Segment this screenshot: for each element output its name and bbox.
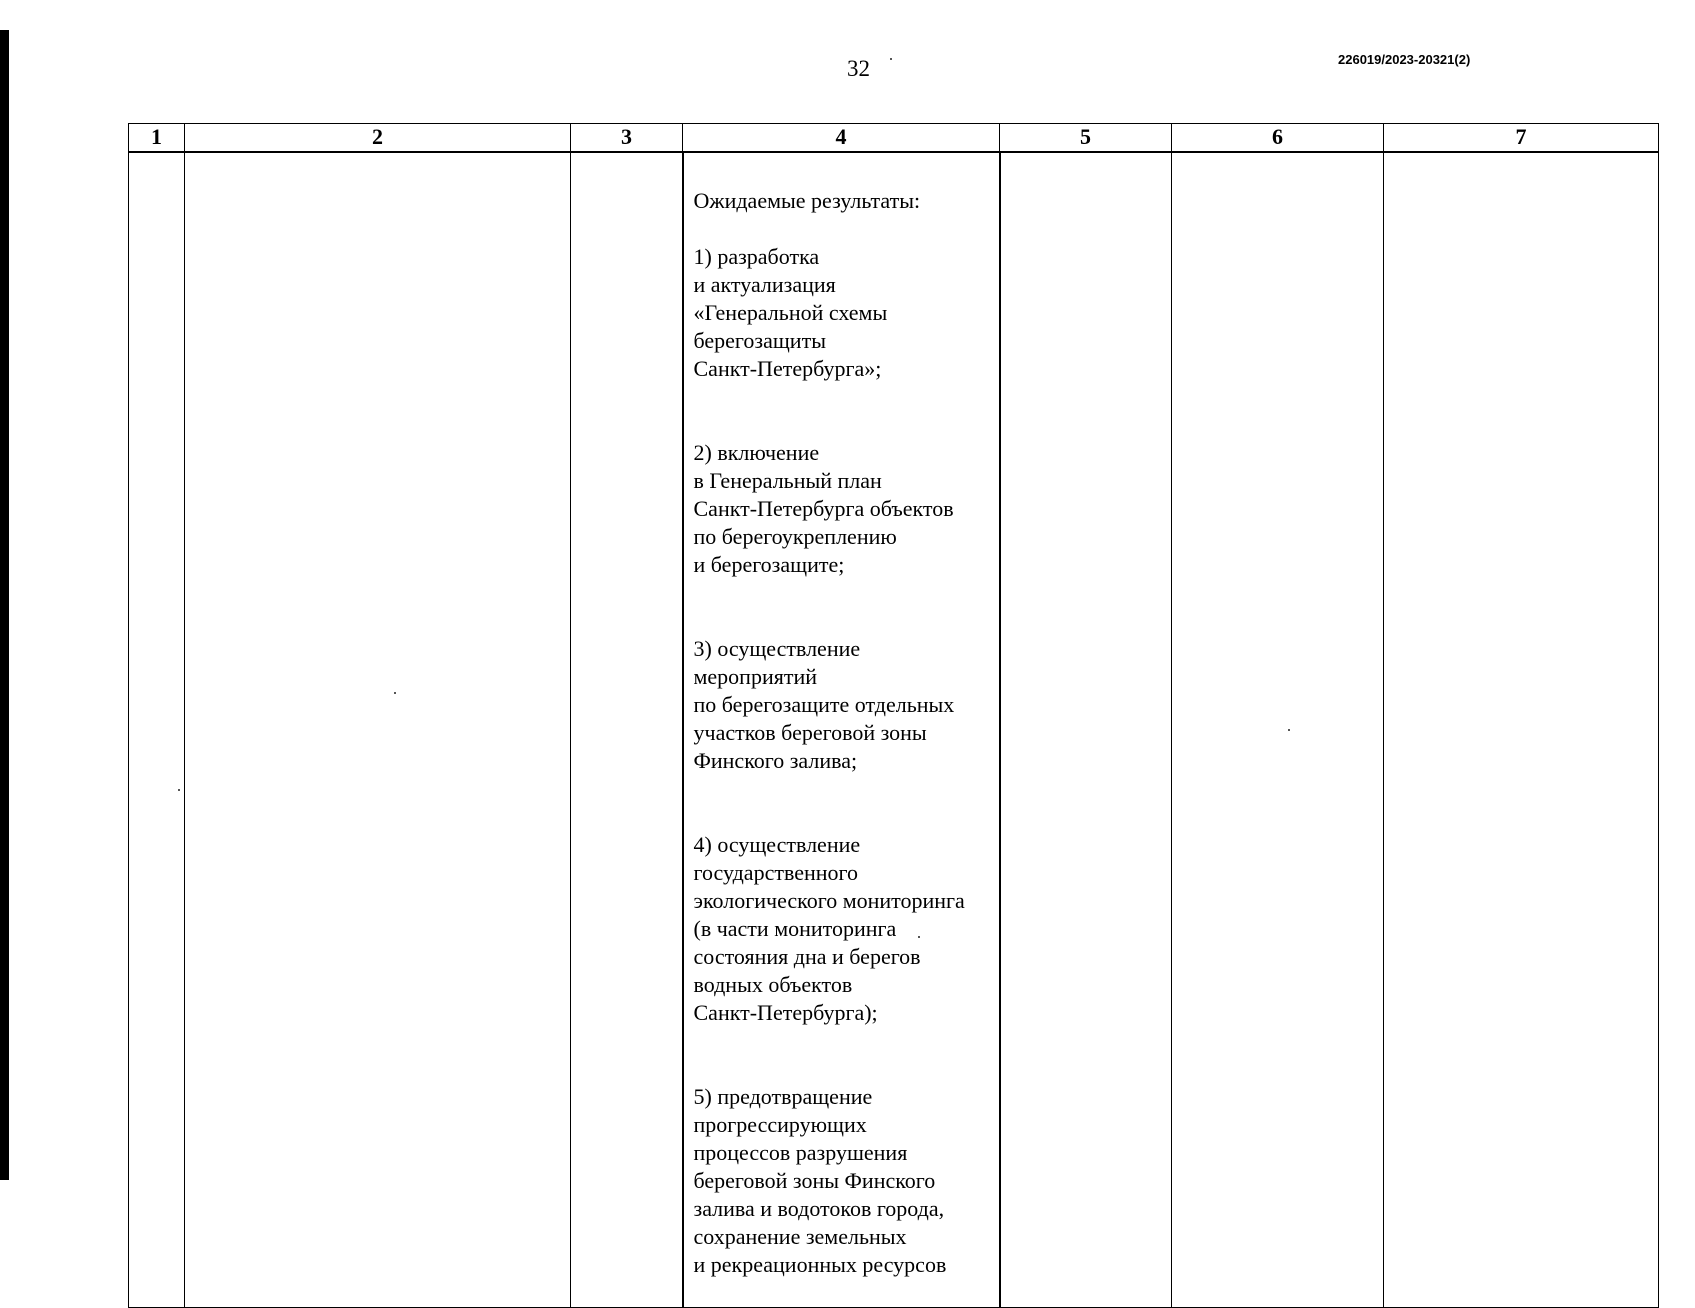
column-header-7: 7	[1384, 124, 1659, 153]
scan-binding-edge	[0, 30, 9, 1180]
table-header-row	[129, 124, 1659, 153]
expected-result-item-4: 4) осуществление государственного экологического мониторинга (в части мониторинга состояния дна и берегов водных объектов Санкт-Петербурга);	[693, 832, 965, 1025]
document-code: 226019/2023-20321(2)	[1338, 52, 1471, 67]
cell-col-2	[185, 152, 571, 1308]
column-header-6: 6	[1172, 124, 1384, 153]
scan-speck	[178, 789, 180, 791]
table-row	[129, 152, 1659, 1308]
column-header-3: 3	[571, 124, 683, 153]
page-number: 32	[847, 56, 870, 81]
column-header-1: 1	[129, 124, 185, 153]
cell-col-7	[1384, 152, 1659, 1308]
cell-col-5	[1000, 152, 1172, 1308]
column-header-4: 4	[683, 124, 1000, 153]
scan-speck	[394, 692, 396, 694]
expected-results-heading: Ожидаемые результаты:	[693, 188, 921, 213]
column-header-5: 5	[1000, 124, 1172, 153]
cell-col-6	[1172, 152, 1384, 1308]
scan-speck	[890, 58, 892, 60]
plan-table	[128, 123, 1659, 1308]
expected-result-item-2: 2) включение в Генеральный план Санкт-Петербурга объектов по берегоукреплению и берегозащите;	[693, 440, 954, 577]
expected-results-block	[684, 153, 999, 1307]
cell-col-3	[571, 152, 683, 1308]
expected-result-item-5: 5) предотвращение прогрессирующих процессов разрушения береговой зоны Финского залива и водотоков города, сохранение земельных и рекреационных ресурсов	[693, 1084, 947, 1277]
scan-speck	[1288, 729, 1290, 731]
expected-result-item-3: 3) осуществление мероприятий по берегозащите отдельных участков береговой зоны Финского залива;	[693, 636, 955, 773]
column-header-2: 2	[185, 124, 571, 153]
expected-result-item-1: 1) разработка и актуализация «Генеральной схемы берегозащиты Санкт-Петербурга»;	[693, 244, 888, 381]
cell-col-4-expected-results	[683, 152, 1000, 1308]
cell-col-1	[129, 152, 185, 1308]
scan-speck	[918, 936, 920, 938]
